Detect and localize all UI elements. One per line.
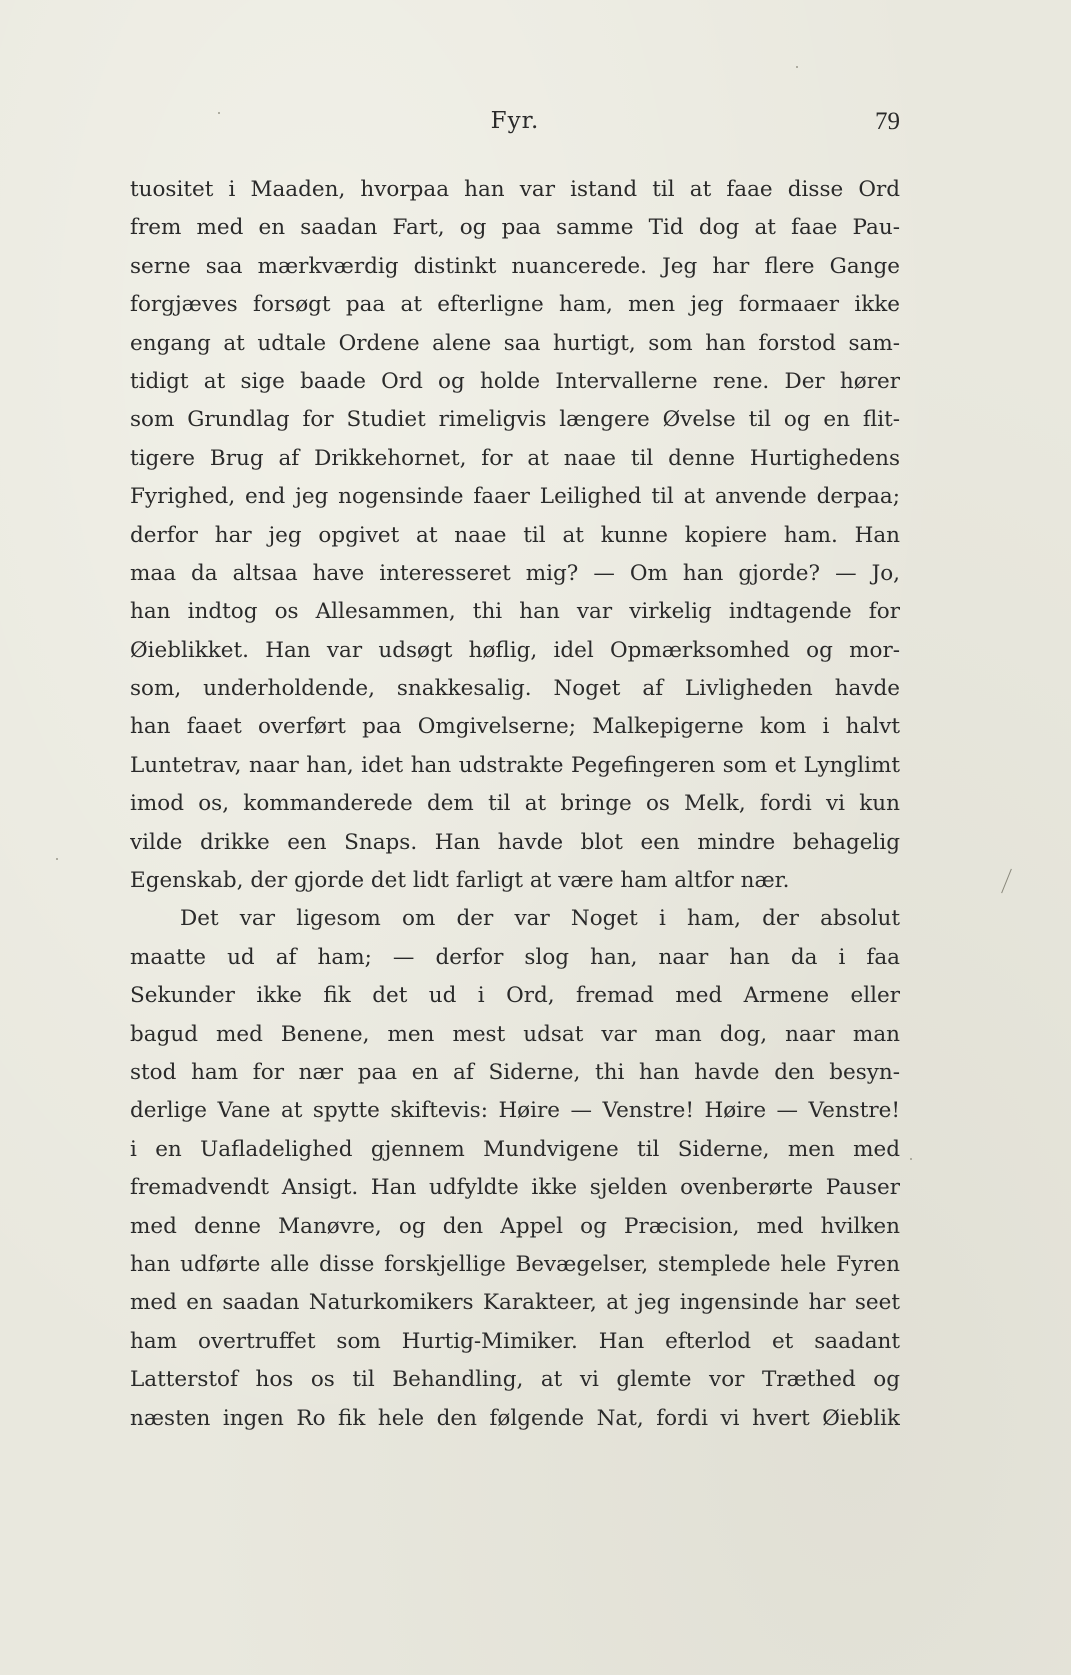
text-line: Luntetrav, naar han, idet han udstrakte Pegefingeren som et Lynglimt xyxy=(130,752,900,778)
text-line: bagud med Benene, men mest udsat var man dog, naar man xyxy=(130,1021,900,1047)
text-line: maatte ud af ham; — derfor slog han, naar han da i faa xyxy=(130,944,900,970)
text-line: frem med en saadan Fart, og paa samme Tid dog at faae Pau- xyxy=(130,215,900,241)
text-line: Fyrighed, end jeg nogensinde faaer Leilighed til at anvende derpaa; xyxy=(130,484,900,510)
text-line: Sekunder ikke fik det ud i Ord, fremad med Armene eller xyxy=(130,983,900,1009)
text-line: i en Uafladelighed gjennem Mundvigene til Siderne, men med xyxy=(130,1136,900,1162)
text-line: serne saa mærkværdig distinkt nuancerede. Jeg har flere Gange xyxy=(130,253,900,279)
body-text xyxy=(130,171,900,1438)
text-line: derlige Vane at spytte skiftevis: Høire — Venstre! Høire — Venstre! xyxy=(130,1098,900,1124)
text-line: forgjæves forsøgt paa at efterligne ham, men jeg formaaer ikke xyxy=(130,292,900,318)
page-number: 79 xyxy=(875,108,900,135)
text-line: ham overtruffet som Hurtig-Mimiker. Han efterlod et saadant xyxy=(130,1328,900,1354)
running-head: Fyr. xyxy=(490,108,540,134)
text-line: tigere Brug af Drikkehornet, for at naae til denne Hurtighedens xyxy=(130,445,900,471)
text-line: fremadvendt Ansigt. Han udfyldte ikke sjelden ovenberørte Pauser xyxy=(130,1175,900,1201)
text-line-paragraph-start: Det var ligesom om der var Noget i ham, der absolut xyxy=(180,906,900,932)
text-line: derfor har jeg opgivet at naae til at kunne kopiere ham. Han xyxy=(130,522,900,548)
paper-scratch xyxy=(1001,869,1012,893)
text-line: maa da altsaa have interesseret mig? — Om han gjorde? — Jo, xyxy=(130,560,900,586)
text-line: han udførte alle disse forskjellige Bevægelser, stemplede hele Fyren xyxy=(130,1251,900,1277)
paper-speck xyxy=(796,66,798,68)
text-line: imod os, kommanderede dem til at bringe os Melk, fordi vi kun xyxy=(130,791,900,817)
text-line-paragraph-end: Egenskab, der gjorde det lidt farligt at være ham altfor nær. xyxy=(130,868,790,894)
page-header xyxy=(130,108,900,144)
text-line: Øieblikket. Han var udsøgt høflig, idel Opmærksomhed og mor- xyxy=(130,637,900,663)
text-line: med en saadan Naturkomikers Karakteer, at jeg ingensinde har seet xyxy=(130,1290,900,1316)
text-line: han faaet overført paa Omgivelserne; Malkepigerne kom i halvt xyxy=(130,714,900,740)
text-line: som, underholdende, snakkesalig. Noget af Livligheden havde xyxy=(130,676,900,702)
text-line: vilde drikke een Snaps. Han havde blot een mindre behagelig xyxy=(130,829,900,855)
text-line: han indtog os Allesammen, thi han var virkelig indtagende for xyxy=(130,599,900,625)
text-line: engang at udtale Ordene alene saa hurtigt, som han forstod sam- xyxy=(130,330,900,356)
text-line: næsten ingen Ro fik hele den følgende Nat, fordi vi hvert Øieblik xyxy=(130,1405,900,1431)
paper-speck xyxy=(910,1158,912,1160)
text-line: tidigt at sige baade Ord og holde Intervallerne rene. Der hører xyxy=(130,368,900,394)
text-line: Latterstof hos os til Behandling, at vi glemte vor Træthed og xyxy=(130,1367,900,1393)
text-line: stod ham for nær paa en af Siderne, thi han havde den besyn- xyxy=(130,1059,900,1085)
paper-speck xyxy=(218,112,220,114)
text-line: som Grundlag for Studiet rimeligvis længere Øvelse til og en flit- xyxy=(130,407,900,433)
paper-speck xyxy=(56,858,58,860)
text-line: tuositet i Maaden, hvorpaa han var istand til at faae disse Ord xyxy=(130,177,900,202)
text-line: med denne Manøvre, og den Appel og Præcision, med hvilken xyxy=(130,1213,900,1239)
